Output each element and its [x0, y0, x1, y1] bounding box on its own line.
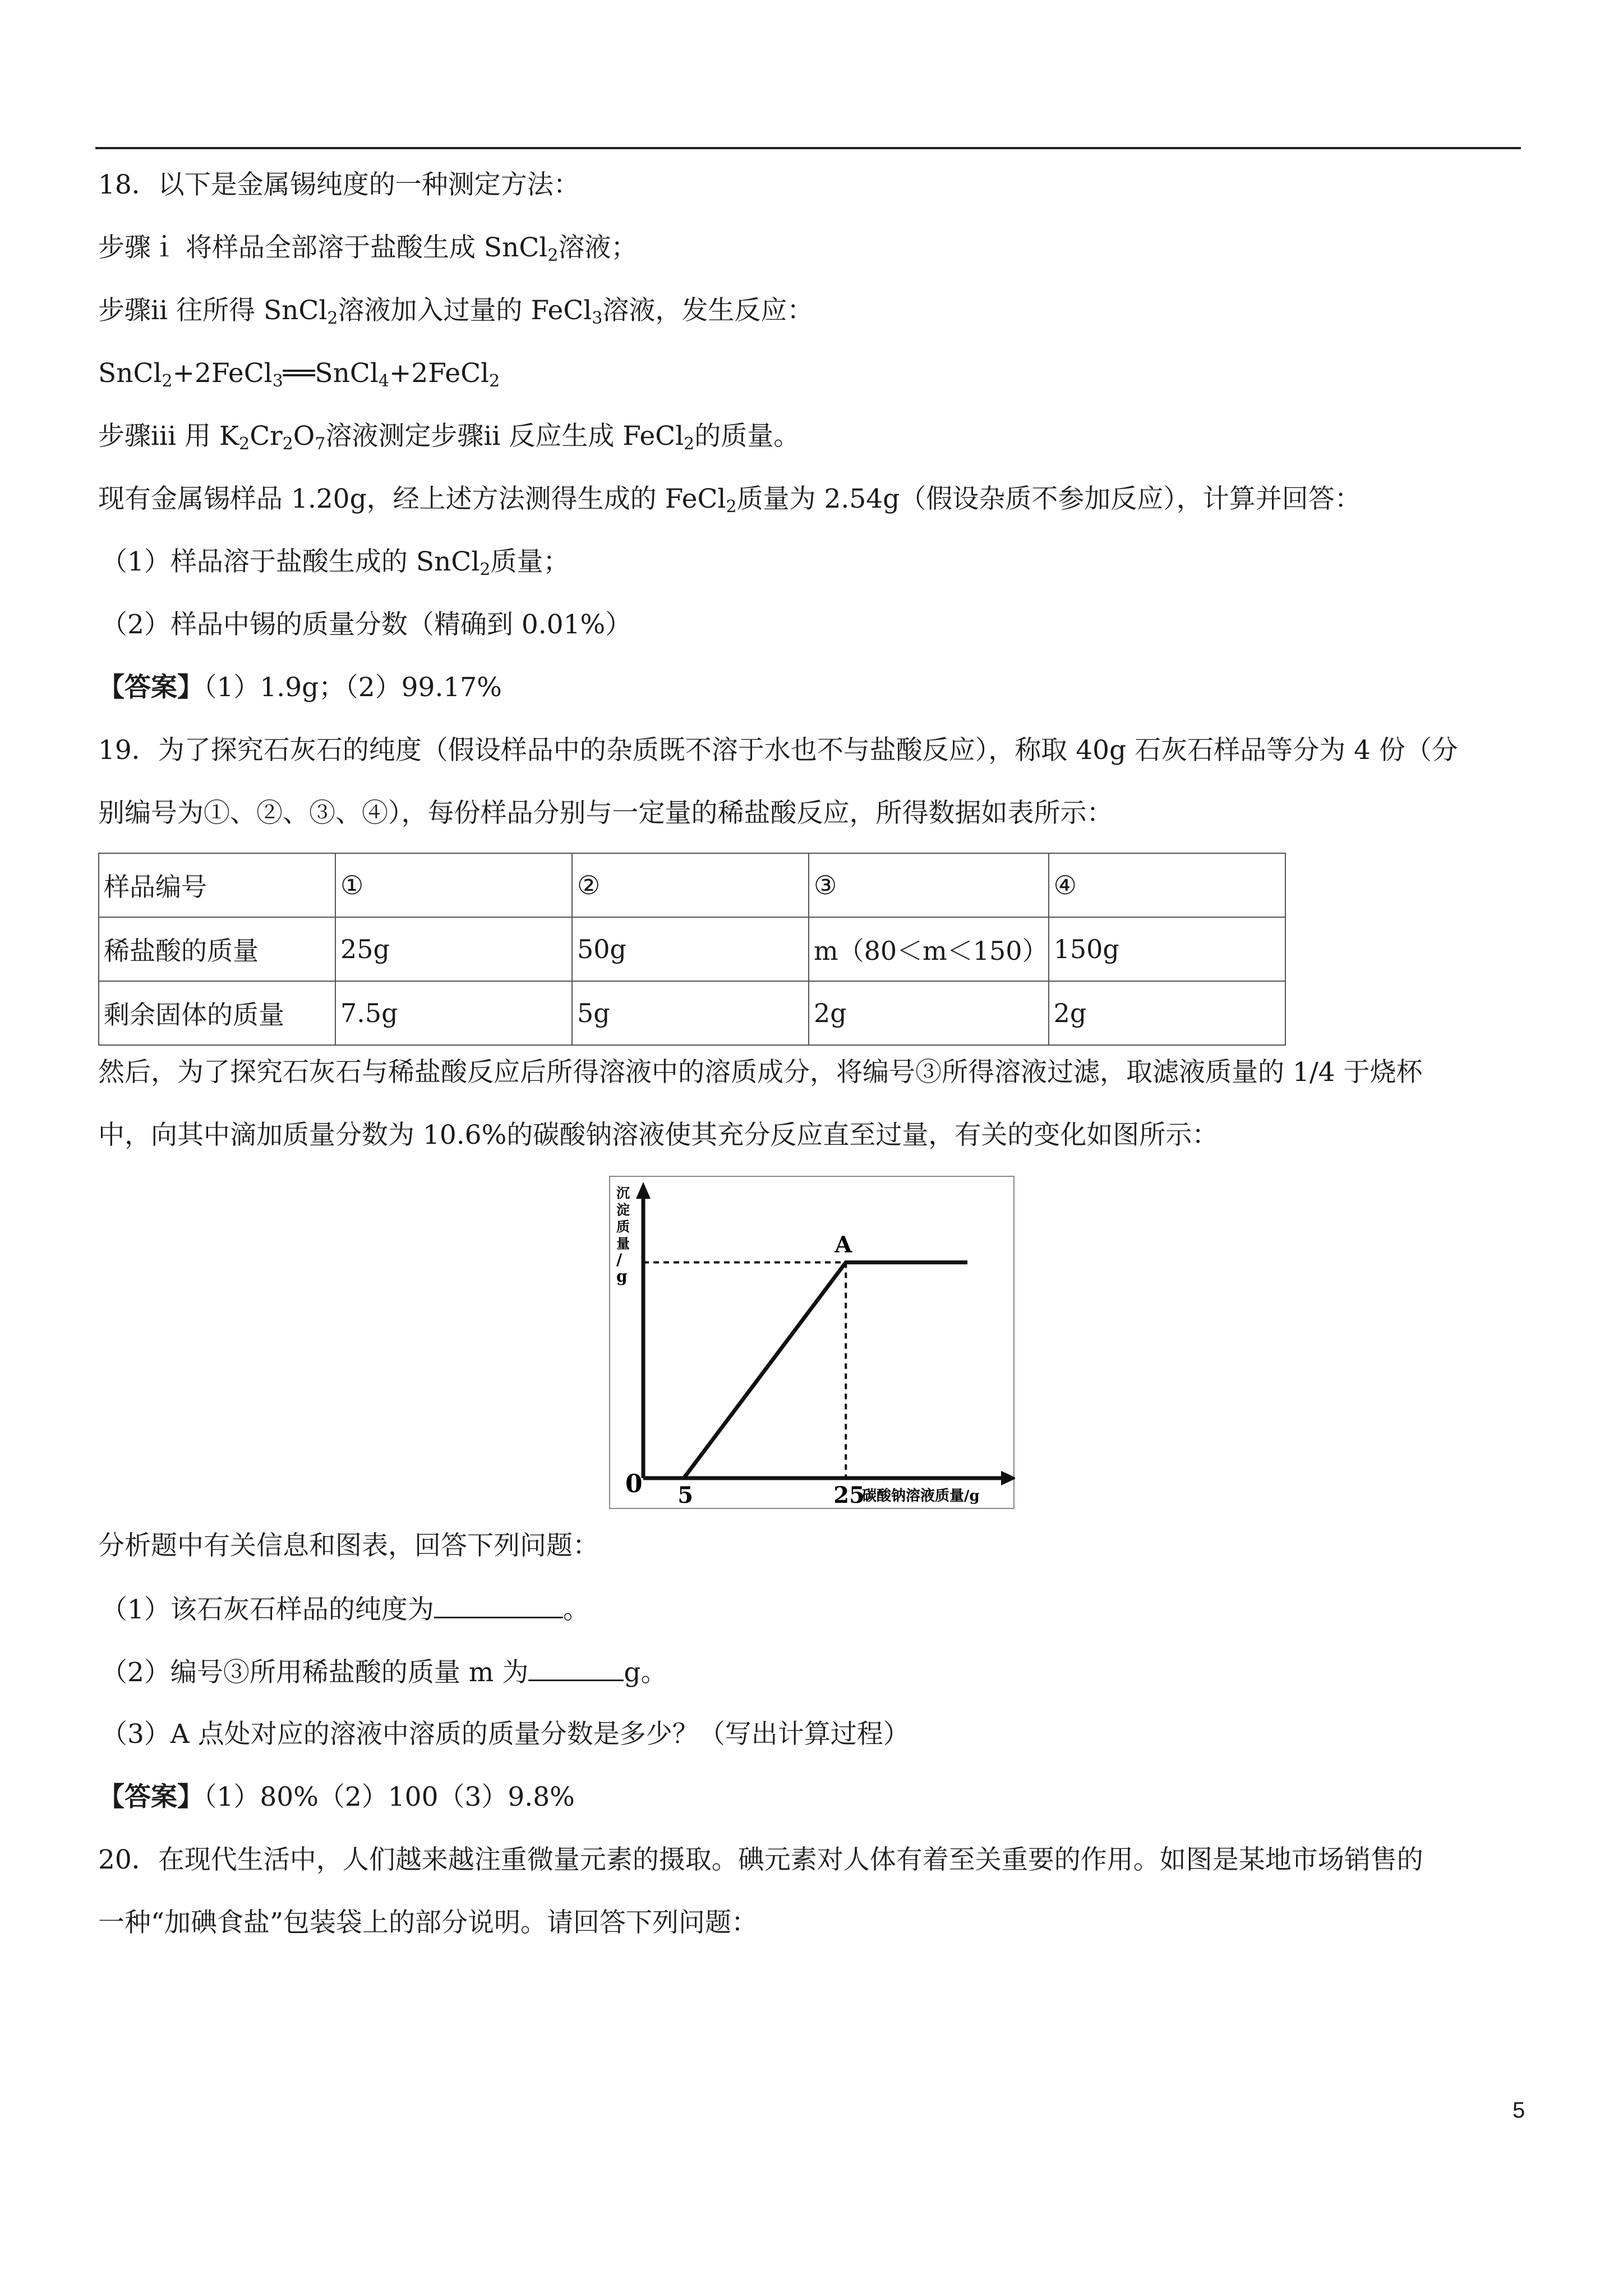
q19-line4: 中，向其中滴加质量分数为 10.6%的碳酸钠溶液使其充分反应直至过量，有关的变化如图所示： — [98, 1120, 1219, 1151]
series-line — [643, 1262, 967, 1478]
q18-sub1: （1）样品溶于盐酸生成的 SnCl$_2$质量； — [101, 546, 570, 579]
q19-sub3: （3）A 点处对应的溶液中溶质的质量分数是多少？（写出计算过程） — [101, 1719, 910, 1750]
y-axis-arrow — [636, 1182, 651, 1199]
point-label-a: A — [834, 1231, 852, 1258]
table-cell: 2g — [1049, 981, 1285, 1045]
y-axis-label-char: 量 — [616, 1235, 630, 1251]
table-cell: ① — [335, 853, 572, 917]
q18-answer: 【答案】（1）1.9g；（2）99.17% — [98, 672, 502, 703]
table-cell: 7.5g — [335, 981, 572, 1045]
x-tick-label: 5 — [677, 1482, 694, 1508]
table-row — [99, 981, 1285, 1045]
y-axis-label-char: / — [616, 1250, 623, 1269]
answer-blank[interactable] — [434, 1592, 563, 1618]
table-cell: ④ — [1049, 853, 1285, 917]
header-rule — [95, 147, 1521, 149]
q19-analysis: 分析题中有关信息和图表，回答下列问题： — [98, 1530, 599, 1561]
table-cell: ③ — [809, 853, 1049, 917]
q19-sub2: （2）编号③所用稀盐酸的质量 m 为 g。 — [101, 1655, 667, 1690]
q18-title: 18．以下是金属锡纯度的一种测定方法： — [98, 169, 580, 200]
y-axis-label-char: 质 — [616, 1218, 630, 1235]
y-axis-label — [616, 1185, 630, 1286]
table-row — [99, 917, 1285, 981]
table-cell: ② — [572, 853, 809, 917]
page-number: 5 — [1513, 2098, 1525, 2123]
table-cell: 5g — [572, 981, 809, 1045]
table-cell: 25g — [335, 917, 572, 981]
answer-label: 【答案】 — [98, 672, 204, 703]
q18-step3: 步骤iii 用 $K_2Cr_2O_7$溶液测定步骤ii 反应生成 FeCl$_2$的质量。 — [98, 421, 800, 454]
x-axis-label: 碳酸钠溶液质量/g — [862, 1488, 980, 1504]
answer-blank[interactable] — [528, 1655, 624, 1681]
q20-line1: 20．在现代生活中，人们越来越注重微量元素的摄取。碘元素对人体有着至关重要的作用。如图是某地市场销售的 — [98, 1844, 1423, 1875]
table-cell: 稀盐酸的质量 — [99, 917, 335, 981]
q19-data-table — [98, 853, 1286, 1046]
q20-line2: 一种“加碘食盐”包装袋上的部分说明。请回答下列问题： — [98, 1907, 758, 1938]
q18-step2: 步骤ii 往所得 SnCl$_2$溶液加入过量的 FeCl$_3$溶液，发生反应： — [98, 295, 814, 328]
answer-label: 【答案】 — [98, 1782, 204, 1812]
q19-line3: 然后，为了探究石灰石与稀盐酸反应后所得溶液中的溶质成分，将编号③所得溶液过滤，取滤液质量的 1/4 于烧杯 — [98, 1057, 1423, 1088]
origin-label: 0 — [625, 1470, 643, 1498]
q18-equation: SnCl$_2$+2FeCl$_3$══SnCl$_4$+2FeCl$_2$ — [98, 358, 500, 391]
q19-line1: 19．为了探究石灰石的纯度（假设样品中的杂质既不溶于水也不与盐酸反应），称取 40g 石灰石样品等分为 4 份（分 — [98, 735, 1458, 766]
y-axis-label-char: 沉 — [616, 1185, 630, 1201]
table-cell: 样品编号 — [99, 853, 335, 917]
table-cell: 50g — [572, 917, 809, 981]
x-tick-label: 25 — [833, 1482, 865, 1508]
table-cell: 2g — [809, 981, 1049, 1045]
x-axis-arrow — [1001, 1471, 1015, 1485]
table-cell: 150g — [1049, 917, 1285, 981]
table-cell: m（80＜m＜150） — [809, 917, 1049, 981]
table-cell: 剩余固体的质量 — [99, 981, 335, 1045]
y-axis-label-char: 淀 — [616, 1202, 630, 1218]
q19-answer: 【答案】（1）80%（2）100（3）9.8% — [98, 1782, 575, 1812]
q19-line2: 别编号为①、②、③、④），每份样品分别与一定量的稀盐酸反应，所得数据如表所示： — [98, 798, 1113, 829]
q19-sub1: （1）该石灰石样品的纯度为 。 — [101, 1592, 589, 1627]
y-axis-label-char: g — [616, 1267, 628, 1286]
precipitate-chart — [608, 1175, 1015, 1510]
table-row — [99, 853, 1285, 917]
q18-sub2: （2）样品中锡的质量分数（精确到 0.01%） — [101, 609, 632, 640]
chart-frame — [610, 1176, 1014, 1508]
q18-given: 现有金属锡样品 1.20g，经上述方法测得生成的 FeCl$_2$质量为 2.54g（假设杂质不参加反应），计算并回答： — [98, 484, 1361, 517]
q18-step1: 步骤ｉ 将样品全部溶于盐酸生成 SnCl$_2$溶液； — [98, 232, 638, 265]
